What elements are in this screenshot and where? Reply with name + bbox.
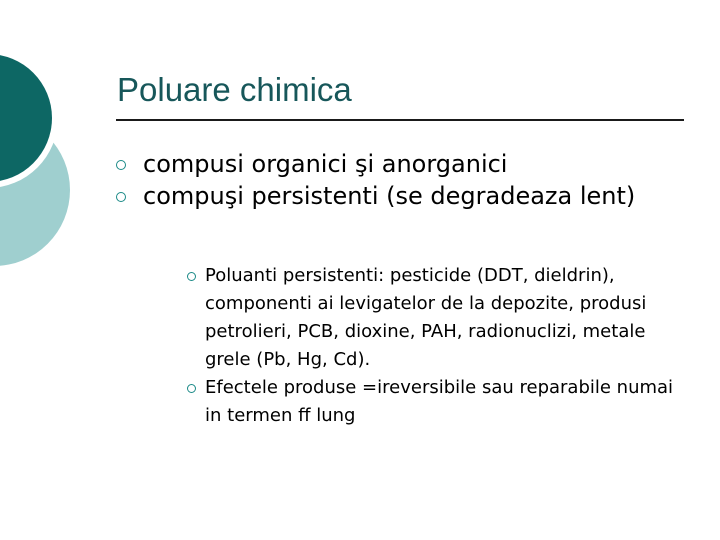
- circle-bullet-icon: [116, 192, 126, 202]
- circle-bullet-icon: [116, 160, 126, 170]
- bullet-text: compusi organici şi anorganici: [143, 150, 508, 178]
- sub-bullet-list: [187, 262, 677, 430]
- sub-bullet-text: Efectele produse =ireversibile sau reparabile numai in termen ff lung: [205, 377, 674, 426]
- sub-bullet-item: [187, 374, 677, 430]
- bullet-item: [116, 148, 686, 180]
- title-underline: [116, 119, 684, 121]
- sub-bullet-text: Poluanti persistenti: pesticide (DDT, dieldrin), componenti ai levigatelor de la depozite, produsi petrolieri, PCB, dioxine, PAH, radionuclizi, metale grele (Pb, Hg, Cd).: [205, 265, 647, 370]
- circle-bullet-icon: [187, 384, 196, 393]
- bullet-item: [116, 180, 686, 212]
- decorative-circles: [0, 0, 100, 300]
- bullet-text: compuşi persistenti (se degradeaza lent): [143, 182, 636, 210]
- sub-bullet-item: [187, 262, 677, 374]
- circle-bullet-icon: [187, 272, 196, 281]
- slide-title: Poluare chimica: [117, 71, 352, 108]
- main-bullet-list: [116, 148, 686, 212]
